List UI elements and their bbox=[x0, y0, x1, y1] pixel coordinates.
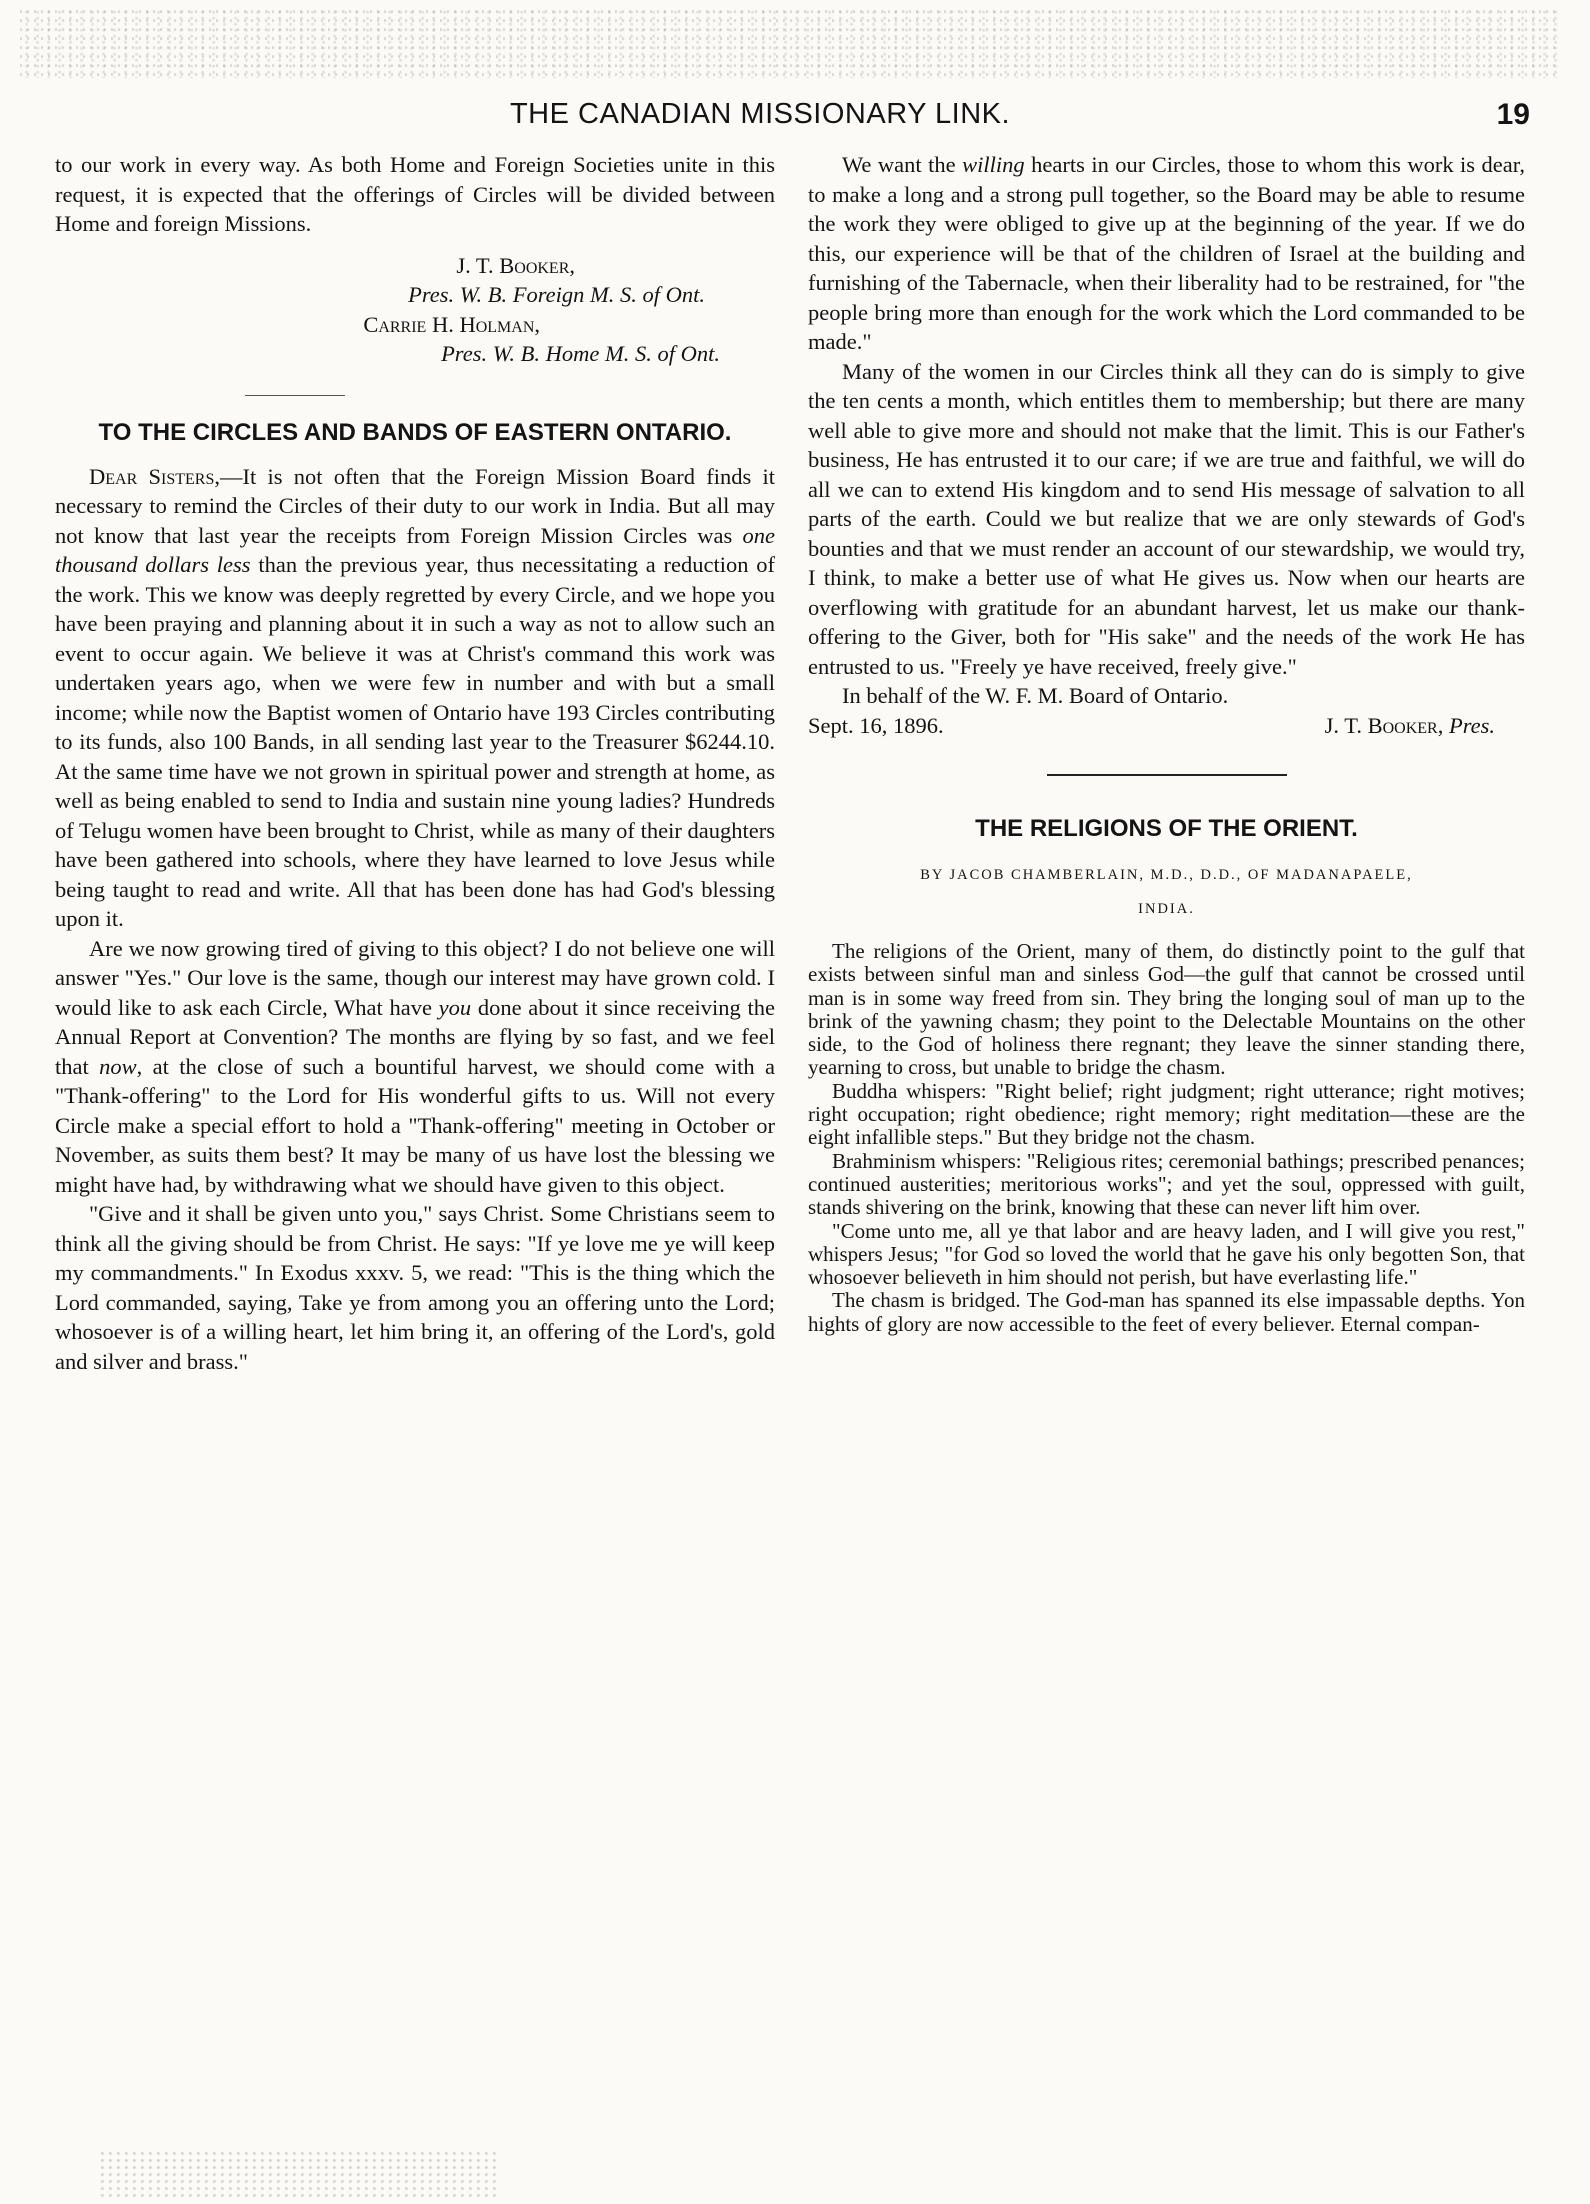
paragraph: "Give and it shall be given unto you," says Christ. Some Christians seem to think all the giving should be from Christ. He says: "If ye love me ye will keep my commandments." In Exodus xxxv. 5, we read: "This is the thing which the Lord commanded, saying, Take ye from among you an offering unto the Lord; whosoever is of a willing heart, let him bring it, an offering of the Lord's, gold and silver and brass." bbox=[55, 1201, 775, 1374]
signature-title: Pres. bbox=[1448, 712, 1495, 738]
emphasis: you bbox=[438, 994, 472, 1020]
right-column bbox=[808, 150, 1525, 1336]
paragraph: Buddha whispers: "Right belief; right judgment; right utterance; right motives; right occupation; right obedience; right memory; right meditation—these are the eight infallible steps." But they bridge not the chasm. bbox=[808, 1078, 1525, 1150]
byline bbox=[808, 858, 1525, 926]
text-run: —It is not often that the Foreign Mission Board finds it necessary to remind the Circles of their duty to our work in India. But all may not know that last year the receipts from Foreign Mission Circles was bbox=[55, 463, 776, 548]
signature-block-2 bbox=[55, 310, 775, 369]
scan-noise-bottom bbox=[100, 2150, 500, 2200]
salutation: Dear Sisters, bbox=[89, 463, 220, 489]
signature-title: Pres. W. B. Home M. S. of Ont. bbox=[441, 341, 720, 366]
emphasis: willing bbox=[962, 152, 1025, 177]
paragraph: The chasm is bridged. The God-man has spanned its else impassable depths. Yon hights of glory are now accessible to the feet of every believer. Eternal compan- bbox=[808, 1288, 1525, 1336]
signature-name: J. T. Booker, bbox=[456, 252, 575, 278]
signature bbox=[1325, 711, 1495, 741]
date: Sept. 16, 1896. bbox=[808, 712, 944, 738]
byline-line: BY JACOB CHAMBERLAIN, M.D., D.D., OF MADANAPAELE, bbox=[920, 867, 1413, 883]
text-run: hearts in our Circles, those to whom this work is dear, to make a long and a strong pull together, so the Board may be able to resume the work they were obliged to give up at the beginning of the year. If we do this, our experience will be that of the children of Israel at the building and furnishing of the Tabernacle, when their liberality had to be restrained, for "the people bring more than enough for the work which the Lord commanded to be made." bbox=[808, 152, 1525, 354]
divider bbox=[245, 395, 345, 396]
text-run: We want the bbox=[842, 152, 963, 177]
byline-line: INDIA. bbox=[1138, 901, 1195, 917]
text-run: Are we now growing tired of giving to this object? I do not believe one will answer "Yes." Our love is the same, though our interest may have grown cold. I would like to ask each Circle, What have bbox=[55, 935, 775, 1020]
paragraph: The religions of the Orient, many of them, do distinctly point to the gulf that exists between sinful man and sinless God—the gulf that cannot be crossed until man is in some way freed from sin. They bring the longing soul of man up to the brink of the yawning chasm; they point to the Delectable Mountains on the other side, to the God of holiness there regnant; they leave the sinner standing there, yearning to cross, but unable to bridge the chasm. bbox=[808, 939, 1525, 1080]
paragraph bbox=[55, 934, 775, 1200]
page-header bbox=[0, 98, 1590, 138]
article-heading: TO THE CIRCLES AND BANDS OF EASTERN ONTARIO. bbox=[98, 418, 732, 446]
behalf-line: In behalf of the W. F. M. Board of Ontario. bbox=[842, 683, 1229, 708]
paragraph: "Come unto me, all ye that labor and are heavy laden, and I will give you rest," whispers Jesus; "for God so loved the world that he gave his only begotten Son, that whosoever believeth in him should not perish, but have everlasting life." bbox=[808, 1218, 1525, 1290]
date-signature-line bbox=[808, 711, 1525, 741]
left-column bbox=[55, 150, 775, 1376]
publication-title: THE CANADIAN MISSIONARY LINK. bbox=[509, 98, 1011, 130]
page-number: 19 bbox=[1496, 98, 1530, 131]
signature-title: Pres. W. B. Foreign M. S. of Ont. bbox=[408, 282, 705, 307]
text-run: , at the close of such a bountiful harvest, we should come with a "Thank-offering" to the Lord for His wonderful gifts to us. Will not every Circle make a special effort to hold a "Thank-offering" meeting in October or November, as suits them best? It may be many of us have lost the blessing we might have had, by withdrawing what we should have given to this object. bbox=[55, 1053, 775, 1197]
article-body bbox=[808, 940, 1525, 1336]
signature-name: J. T. Booker, bbox=[1324, 712, 1444, 738]
signature-block-1 bbox=[55, 251, 775, 310]
paragraph bbox=[55, 462, 775, 934]
divider bbox=[1047, 774, 1287, 776]
text-run: done about it since receiving the Annual Report at Convention? The months are flying by so fast, and we feel that bbox=[55, 994, 775, 1079]
paragraph: to our work in every way. As both Home and Foreign Societies unite in this request, it is expected that the offerings of Circles will be divided between Home and foreign Missions. bbox=[55, 152, 775, 236]
paragraph: Brahminism whispers: "Religious rites; ceremonial bathings; prescribed penances; continued austerities; meritorious works"; and yet the soul, oppressed with guilt, stands shivering on the brink, knowing that these can never lift him over. bbox=[808, 1148, 1525, 1220]
article-heading: THE RELIGIONS OF THE ORIENT. bbox=[975, 815, 1358, 842]
paragraph: Many of the women in our Circles think all they can do is simply to give the ten cents a month, which entitles them to membership; but there are many well able to give more and should not make that the limit. This is our Father's business, He has entrusted it to our care; if we are true and faithful, we will do all we can to extend His kingdom and to send His message of salvation to all parts of the earth. Could we but realize that we are only stewards of God's bounties and that we must render an account of our stewardship, we would try, I think, to make a better use of what He gives us. Now when our hearts are overflowing with gratitude for an abundant harvest, let us make our thank-offering to the Giver, both for "His sake" and the needs of the work He has entrusted to us. "Freely ye have received, freely give." bbox=[808, 358, 1525, 679]
emphasis: now bbox=[99, 1053, 137, 1079]
emphasis: one thousand dollars less bbox=[55, 522, 775, 577]
paragraph bbox=[808, 150, 1525, 357]
signature-name: Carrie H. Holman, bbox=[363, 311, 540, 337]
text-run: than the previous year, thus necessitating a reduction of the work. This we know was deeply regretted by every Circle, and we hope you have been praying and planning about it in such a way as not to allow such an event to occur again. We believe it was at Christ's command this work was undertaken years ago, when we were few in number and with but a small income; while now the Baptist women of Ontario have 193 Circles contributing to its funds, also 100 Bands, in all sending last year to the Treasurer $6244.10. At the same time have we not grown in spiritual power and strength at home, as well as being enabled to send to India and sustain nine young ladies? Hundreds of Telugu women have been brought to Christ, while as many of their daughters have been gathered into schools, where they have learned to love Jesus while being taught to read and write. All that has been done has had God's blessing upon it. bbox=[55, 552, 775, 931]
scan-noise-top bbox=[20, 8, 1560, 78]
